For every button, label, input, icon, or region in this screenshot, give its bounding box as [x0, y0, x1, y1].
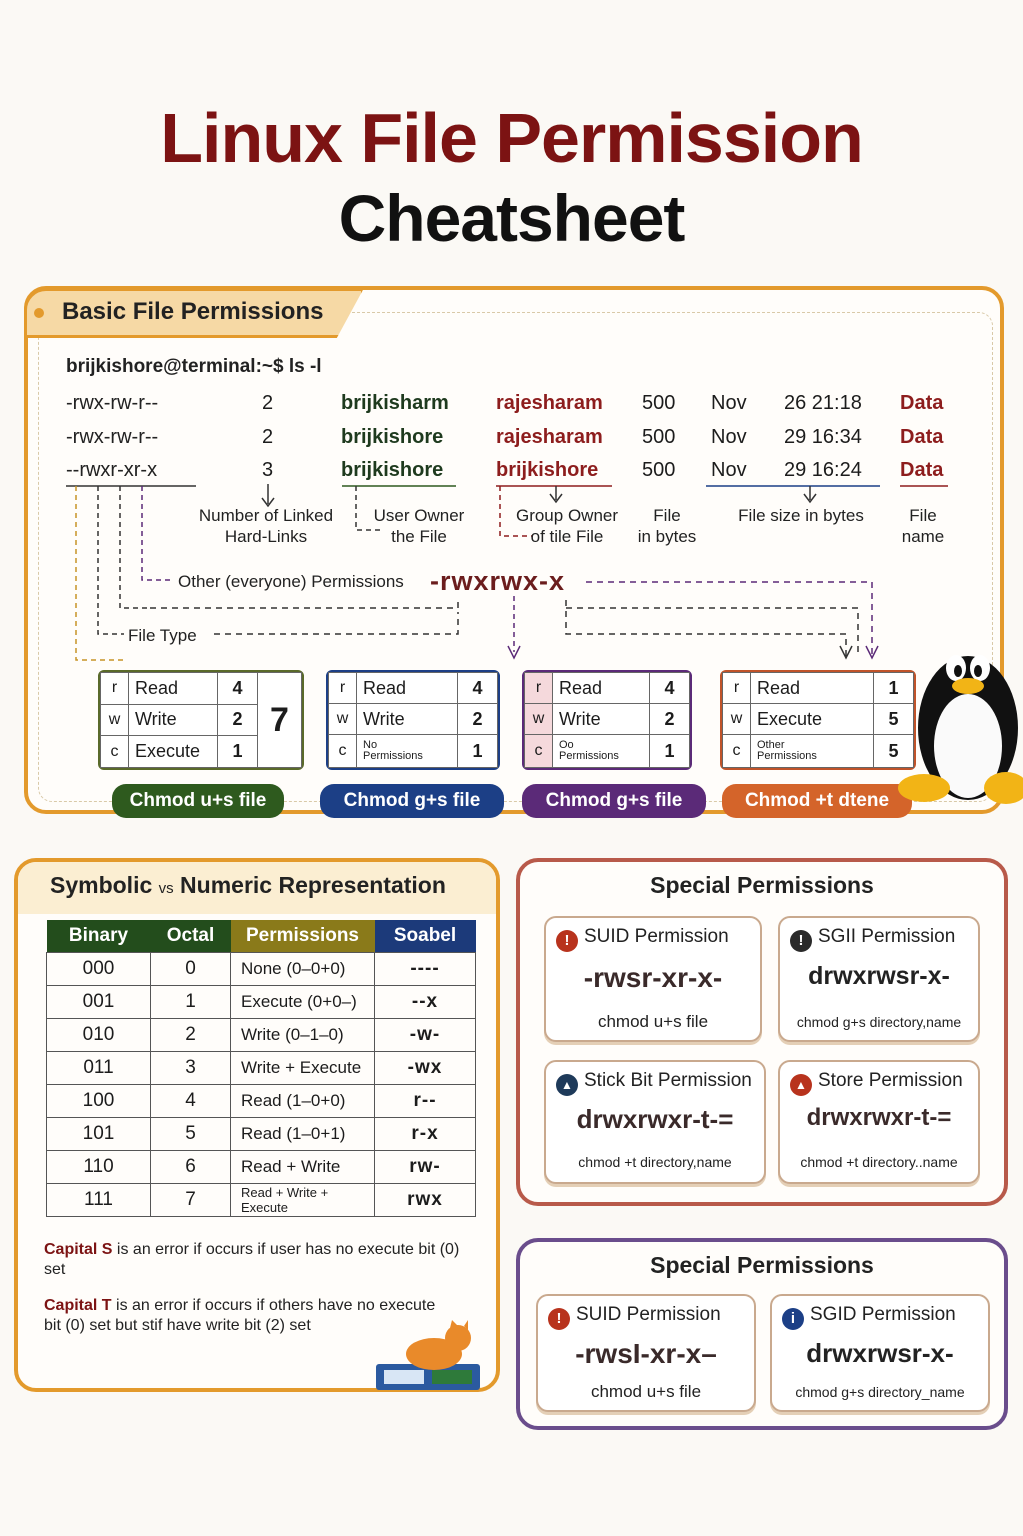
triangle-icon: ▲ [790, 1074, 812, 1096]
card-key: w [525, 704, 553, 735]
card-label: Oo Permissions [553, 735, 650, 768]
chmod-sticky-button[interactable]: Chmod +t dtene [722, 784, 912, 818]
store-permission-card: ▲ Store Permission drwxrwxr-t-= chmod +t directory..name [778, 1060, 980, 1184]
card-key: w [723, 704, 751, 735]
suid-card: ! SUID Permission -rwsr-xr-x- chmod u+s file [544, 916, 762, 1042]
card-value: 1 [218, 736, 258, 768]
card-value: 1 [458, 735, 498, 768]
permission-card-special [720, 670, 916, 770]
card-value: 1 [874, 673, 914, 704]
sgid-card: ! SGII Permission drwxrwsr-x- chmod g+s directory,name [778, 916, 980, 1042]
ls-links: 2 [262, 392, 274, 414]
ls-month: Nov [711, 392, 747, 414]
warning-icon: ! [548, 1308, 570, 1330]
annotation-file-bytes: File in bytes [637, 506, 697, 546]
annotation-size: File size in bytes [738, 506, 864, 525]
card-label: Read [553, 673, 650, 704]
card-value: 2 [218, 704, 258, 736]
table-row: 000 0 None (0–0+0) ---- [47, 952, 476, 985]
annotation-filetype: File Type [128, 626, 197, 645]
card-value: 1 [650, 735, 690, 768]
card-key: r [101, 673, 129, 705]
card-key: c [329, 735, 357, 768]
annotation-group: Group Owner of tile File [515, 506, 619, 546]
triangle-icon: ▲ [556, 1074, 578, 1096]
chmod-group-button[interactable]: Chmod g+s file [320, 784, 504, 818]
card-label: Write [553, 704, 650, 735]
special-permissions-title-2: Special Permissions [650, 1252, 874, 1278]
card-label: Read [357, 673, 458, 704]
card-label: Execute [751, 704, 874, 735]
ls-user: brijkisharm [341, 392, 449, 414]
ls-size: 500 [642, 459, 676, 481]
suid-card-2: ! SUID Permission -rwsI-xr-x– chmod u+s file [536, 1294, 756, 1412]
ls-perm: -rwx-rw-r-- [66, 392, 159, 414]
card-label: Write [129, 704, 218, 736]
card-key: w [329, 704, 357, 735]
header-octal: Octal [151, 920, 231, 952]
card-value: 2 [458, 704, 498, 735]
permission-string: -rwxrwx-x [430, 566, 566, 596]
tux-penguin-icon [896, 628, 1023, 808]
card-value: 5 [874, 704, 914, 735]
page-title: Linux File Permission [160, 99, 863, 177]
ls-user: brijkishore [341, 459, 444, 481]
ls-name: Data [900, 426, 944, 448]
card-value: 4 [218, 673, 258, 705]
card-value: 2 [650, 704, 690, 735]
annotation-other: Other (everyone) Permissions [178, 572, 404, 591]
warning-icon: ! [790, 930, 812, 952]
ls-group: rajesharam [496, 392, 603, 414]
card-value: 5 [874, 735, 914, 768]
ls-size: 500 [642, 392, 676, 414]
sgid-card-2: i SGID Permission drwxrwsr-x- chmod g+s directory_name [770, 1294, 990, 1412]
table-row: 001 1 Execute (0+0–) --x [47, 985, 476, 1018]
card-key: w [101, 704, 129, 736]
cat-laptop-icon [372, 1318, 490, 1394]
table-row: 111 7 Read + Write + Execute rwx [47, 1183, 476, 1216]
ls-links: 2 [262, 426, 274, 448]
card-label: Execute [129, 736, 218, 768]
permission-card-group [326, 670, 500, 770]
card-label: Read [751, 673, 874, 704]
ls-name: Data [900, 459, 944, 481]
info-icon: i [782, 1308, 804, 1330]
card-label: Read [129, 673, 218, 705]
card-label: Other Permissions [751, 735, 874, 768]
page-subtitle: Cheatsheet [338, 181, 685, 255]
card-key: c [525, 735, 553, 768]
card-key: c [723, 735, 751, 768]
permission-table [46, 920, 476, 1217]
basic-permissions-title: Basic File Permissions [62, 298, 324, 325]
permission-card-other [522, 670, 692, 770]
table-row: 101 5 Read (1–0+1) r-x [47, 1117, 476, 1150]
card-key: c [101, 736, 129, 768]
card-key: r [723, 673, 751, 704]
symbolic-numeric-title: Symbolic vs Numeric Representation [50, 872, 446, 898]
annotation-user: User Owner the File [373, 506, 465, 546]
annotation-name: File name [901, 506, 945, 546]
table-row: 100 4 Read (1–0+0) r-- [47, 1084, 476, 1117]
ls-group: rajesharam [496, 426, 603, 448]
ls-user: brijkishore [341, 426, 444, 448]
annotation-links: Number of Linked Hard-Links [198, 506, 334, 546]
table-row: 011 3 Write + Execute -wx [47, 1051, 476, 1084]
ls-name: Data [900, 392, 944, 414]
ls-month: Nov [711, 459, 747, 481]
table-row: 110 6 Read + Write rw- [47, 1150, 476, 1183]
header-symbol: Soabel [375, 920, 476, 952]
card-key: r [525, 673, 553, 704]
sticky-bit-card: ▲ Stick Bit Permission drwxrwxr-t-= chmod +t directory,name [544, 1060, 766, 1184]
ls-group: brijkishore [496, 459, 599, 481]
table-row: 010 2 Write (0–1–0) -w- [47, 1018, 476, 1051]
card-value: 4 [458, 673, 498, 704]
card-key: r [329, 673, 357, 704]
header-binary: Binary [47, 920, 151, 952]
ls-time: 29 16:34 [784, 426, 862, 448]
permission-card-user [98, 670, 304, 770]
card-label: Write [357, 704, 458, 735]
chmod-other-button[interactable]: Chmod g+s file [522, 784, 706, 818]
ls-perm: --rwxr-xr-x [66, 459, 158, 481]
ls-time: 29 16:24 [784, 459, 862, 481]
header-permissions: Permissions [231, 920, 375, 952]
chmod-user-button[interactable]: Chmod u+s file [112, 784, 284, 818]
ls-size: 500 [642, 426, 676, 448]
note-capital-s: Capital S is an error if occurs if user has no execute bit (0) set [44, 1241, 460, 1278]
ls-links: 3 [262, 459, 274, 481]
note-capital-t: Capital T is an error if occurs if others have no execute bit (0) set but stif have write bit (2) set [44, 1297, 436, 1334]
ls-month: Nov [711, 426, 747, 448]
card-total: 7 [258, 673, 302, 768]
card-value: 4 [650, 673, 690, 704]
special-permissions-title: Special Permissions [650, 872, 874, 898]
card-label: No Permissions [357, 735, 458, 768]
warning-icon: ! [556, 930, 578, 952]
ls-time: 26 21:18 [784, 392, 862, 414]
ls-perm: -rwx-rw-r-- [66, 426, 159, 448]
terminal-prompt: brijkishore@terminal:~$ ls -l [66, 356, 322, 377]
